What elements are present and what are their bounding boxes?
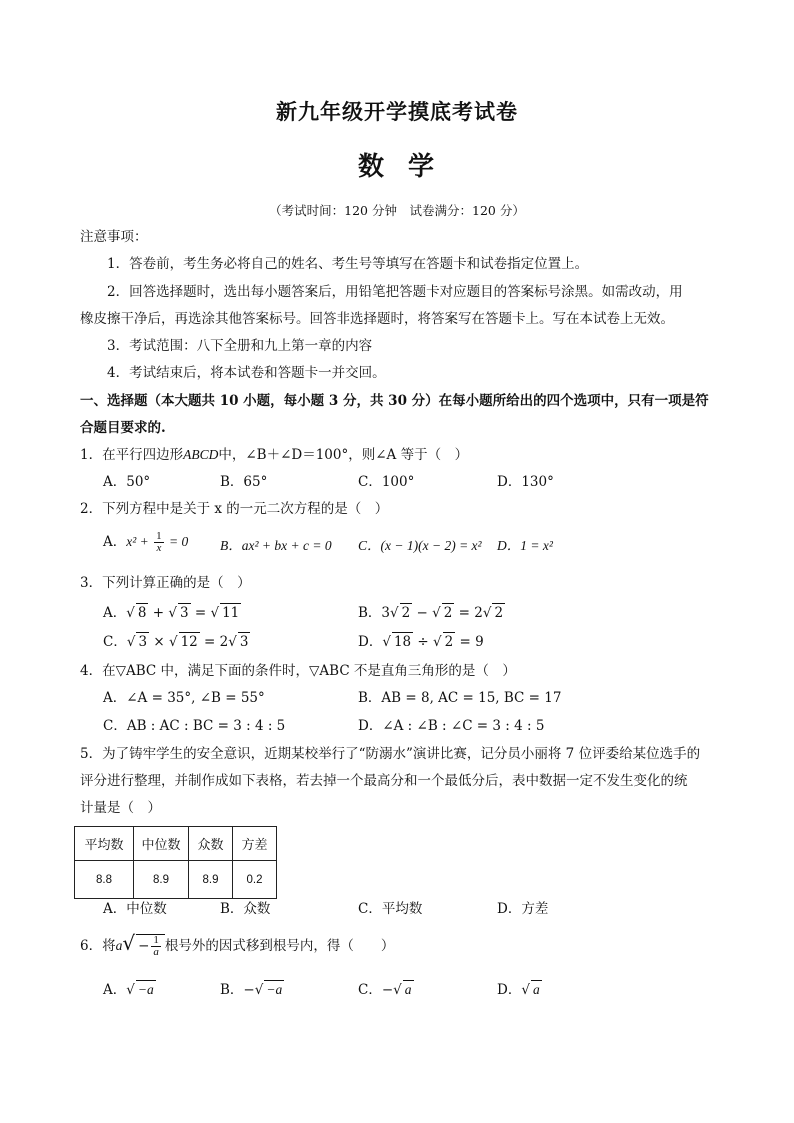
q6-c-label: C．−	[358, 982, 394, 998]
q3-b-res: 2	[474, 605, 483, 621]
q2-a-num: 1	[156, 530, 162, 542]
section-heading-line2: 合题目要求的.	[80, 420, 166, 436]
table-header-cell: 平均数	[75, 827, 134, 861]
q6-a: a	[115, 938, 123, 953]
statistics-table	[74, 826, 277, 899]
note-4: 4．考试结束后，将本试卷和答题卡一并交回。	[107, 365, 386, 381]
q3-d-label: D．	[358, 634, 383, 650]
table-row	[75, 861, 277, 899]
q6-option-d[interactable]	[497, 980, 542, 999]
q3-d-r1: 18	[393, 634, 412, 650]
sqrt-icon: √	[433, 634, 442, 650]
q6-b-radicand: −a	[266, 982, 283, 997]
exam-title: 新九年级开学摸底考试卷	[276, 99, 518, 124]
q1-option-d[interactable]: D．130°	[497, 474, 554, 490]
subject-title: 数 学	[357, 152, 437, 182]
sqrt-icon: √	[168, 634, 178, 650]
sqrt-icon: √	[393, 982, 402, 998]
q2-a-post: = 0	[165, 534, 189, 549]
q3-b-r3: 2	[494, 605, 504, 621]
q2-a-pre: x² +	[126, 534, 153, 549]
q5-option-a[interactable]: A．中位数	[103, 901, 167, 917]
q2-a-label: A．	[103, 534, 127, 550]
q3-d-r2: 2	[444, 634, 454, 650]
q6-option-c[interactable]	[358, 980, 414, 999]
note-2-line1: 2．回答选择题时，选出每小题答案后，用铅笔把答题卡对应题目的答案标号涂黑。如需改动，用	[107, 284, 683, 300]
q3-a-label: A．	[103, 605, 127, 621]
q3-option-d[interactable]: D．√ 18 ÷ √ 2 = 9	[358, 634, 484, 650]
q2-option-d[interactable]: D．1 = x²	[497, 538, 553, 553]
sqrt-icon: √	[382, 634, 391, 650]
sqrt-icon: √	[126, 634, 136, 650]
question-6-stem	[80, 931, 395, 958]
table-cell: 8.9	[189, 861, 233, 899]
section-heading-line1: 一、选择题（本大题共 10 小题，每小题 3 分，共 30 分）在每小题所给出的四个选项中，只有一项是符	[80, 393, 709, 409]
q6-d-label: D．	[497, 982, 522, 998]
q6-d-radicand: a	[532, 982, 540, 997]
q5-option-c[interactable]: C．平均数	[358, 901, 423, 917]
table-header-cell: 中位数	[134, 827, 189, 861]
q6-den: a	[153, 946, 159, 958]
sqrt-icon: √	[521, 982, 530, 998]
sqrt-icon: √	[254, 982, 264, 998]
q6-b-label: B．−	[220, 982, 255, 998]
q1-stem-a: 1．在平行四边形	[80, 447, 184, 463]
table-header-cell: 众数	[189, 827, 233, 861]
q6-fraction	[151, 935, 161, 958]
note-1: 1．答卷前，考生务必将自己的姓名、考生号等填写在答题卡和试卷指定位置上。	[107, 256, 589, 272]
table-cell: 8.8	[75, 861, 134, 899]
q3-b-r1: 2	[401, 605, 411, 621]
table-cell: 8.9	[134, 861, 189, 899]
q3-c-r3: 3	[239, 634, 249, 650]
q2-option-a[interactable]	[103, 531, 188, 554]
q4-option-b[interactable]: B．AB = 8, AC = 15, BC = 17	[358, 690, 562, 706]
notes-heading: 注意事项：	[80, 229, 148, 245]
exam-info: （考试时间：120 分钟 试卷满分：120 分）	[269, 203, 525, 218]
q6-post: 根号外的因式移到根号内，得（ ）	[164, 938, 395, 954]
q6-option-a[interactable]	[103, 980, 156, 999]
q1-stem-c: 中，∠B＋∠D＝100°，则∠A 等于（ ）	[218, 447, 469, 463]
sqrt-icon: √	[228, 634, 237, 650]
q3-b-coef: 3	[381, 605, 391, 621]
question-5-line1: 5．为了铸牢学生的安全意识，近期某校举行了“防溺水”演讲比赛，记分员小丽将 7 位评委给某位选手的	[80, 746, 701, 762]
sqrt-icon: √	[210, 605, 220, 621]
sqrt-icon: √	[390, 605, 399, 621]
question-2-stem: 2．下列方程中是关于 x 的一元二次方程的是（ ）	[80, 501, 389, 517]
sqrt-icon: √	[126, 982, 135, 998]
table-header-cell: 方差	[233, 827, 277, 861]
question-4-stem: 4．在▽ABC 中，满足下面的条件时，▽ABC 不是直角三角形的是（ ）	[80, 663, 516, 679]
q6-a-radicand: −a	[137, 982, 154, 997]
sqrt-icon: √	[482, 605, 492, 621]
q3-a-r1: 8	[137, 605, 147, 621]
q2-option-c[interactable]: C．(x − 1)(x − 2) = x²	[358, 538, 482, 553]
q3-d-res: 9	[475, 634, 484, 650]
q4-option-c[interactable]: C．AB : AC : BC = 3 : 4 : 5	[103, 718, 286, 734]
question-3-stem: 3．下列计算正确的是（ ）	[80, 575, 251, 591]
q1-figure-name: ABCD	[183, 447, 219, 462]
note-2-line2: 橡皮擦干净后，再选涂其他答案标号。回答非选择题时，将答案写在答题卡上。写在本试卷上无效。	[80, 311, 674, 327]
q2-a-den: x	[156, 542, 162, 554]
question-5-line3: 计量是（ ）	[80, 800, 161, 816]
q4-option-a[interactable]: A．∠A = 35°, ∠B = 55°	[103, 690, 265, 706]
q1-option-c[interactable]: C．100°	[358, 474, 415, 490]
q3-a-r3: 11	[222, 605, 240, 621]
q3-option-c[interactable]: C．√ 3 × √ 12 = 2√ 3	[103, 634, 249, 650]
sqrt-icon: √	[126, 605, 135, 621]
note-3: 3．考试范围：八下全册和九上第一章的内容	[107, 338, 373, 354]
table-header-row	[75, 827, 277, 861]
q4-option-d[interactable]: D．∠A : ∠B : ∠C = 3 : 4 : 5	[358, 718, 545, 734]
q2-a-fraction	[154, 531, 164, 554]
question-5-line2: 评分进行整理，并制作成如下表格，若去掉一个最高分和一个最低分后，表中数据一定不发生变化的统	[80, 773, 688, 789]
q3-a-r2: 3	[179, 605, 189, 621]
q5-option-d[interactable]: D．方差	[497, 901, 549, 917]
q6-pre: 6．将	[80, 938, 116, 954]
q5-option-b[interactable]: B．众数	[220, 901, 271, 917]
q3-c-r1: 3	[138, 634, 148, 650]
q1-option-a[interactable]: A．50°	[103, 474, 151, 490]
sqrt-icon: √	[432, 605, 441, 621]
q2-option-b[interactable]: B．ax² + bx + c = 0	[220, 538, 332, 553]
q3-option-a[interactable]: A．√ 8 + √ 3 = √ 11	[103, 605, 240, 621]
q3-c-label: C．	[103, 634, 127, 650]
q6-c-radicand: a	[404, 982, 412, 997]
q6-num: 1	[153, 934, 159, 946]
q3-option-b[interactable]: B．3√ 2 − √ 2 = 2√ 2	[358, 605, 504, 621]
table-cell: 0.2	[233, 861, 277, 899]
sqrt-icon: √	[122, 931, 136, 955]
q3-b-r2: 2	[443, 605, 453, 621]
q3-c-r2: 12	[180, 634, 198, 650]
q6-radicand: − $\frac{1}{a}$	[136, 934, 165, 958]
question-1-stem	[80, 446, 468, 464]
sqrt-icon: √	[168, 605, 177, 621]
q3-b-label: B．	[358, 605, 382, 621]
q6-option-b[interactable]	[220, 980, 284, 999]
q6-a-label: A．	[103, 982, 127, 998]
q1-option-b[interactable]: B．65°	[220, 474, 268, 490]
q3-c-res: 2	[219, 634, 229, 650]
